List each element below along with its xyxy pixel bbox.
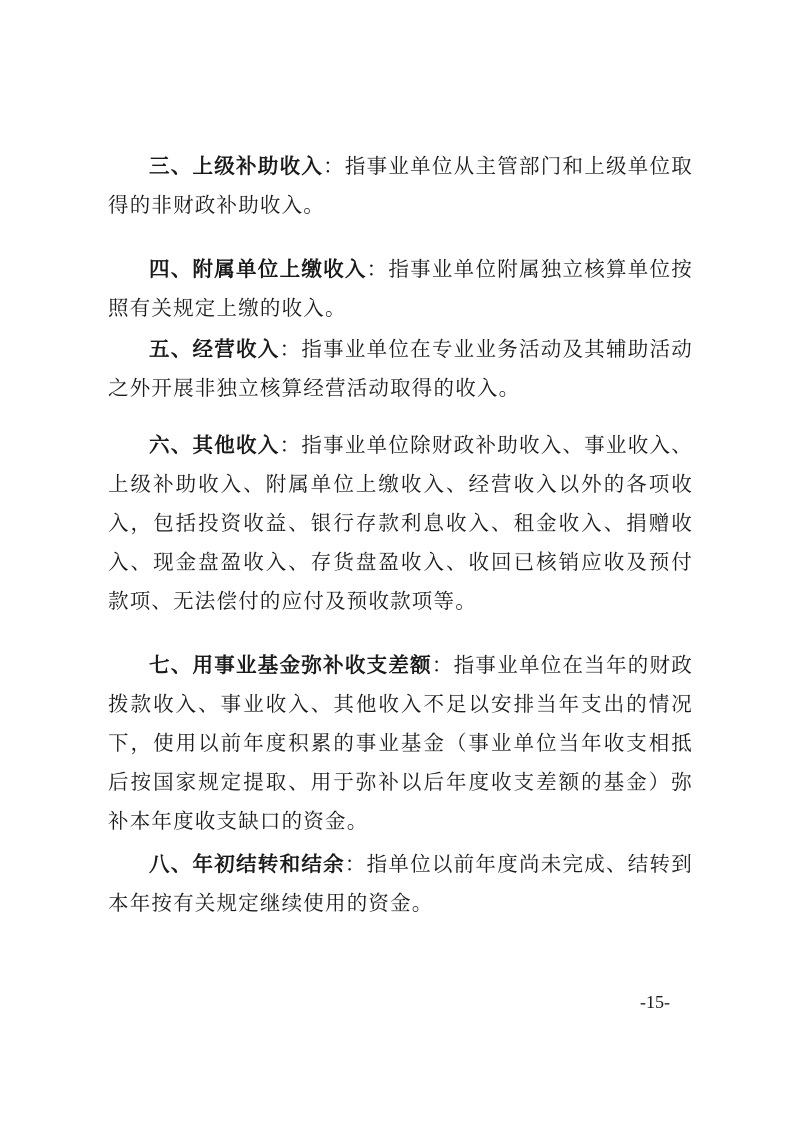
paragraph-carryover-balance <box>108 845 693 923</box>
term-superior-subsidy-income: 三、上级补助收入 <box>149 154 324 178</box>
definition-text: 指事业单位从主管部门和上级单位取得的非财政补助收入。 <box>108 154 694 217</box>
term-operating-income: 五、经营收入 <box>149 337 280 361</box>
paragraph-superior-subsidy-income <box>108 147 693 225</box>
page-number: -15- <box>640 992 670 1012</box>
term-business-fund-offset: 七、用事业基金弥补收支差额 <box>149 653 432 677</box>
term-other-income: 六、其他收入 <box>149 433 280 457</box>
paragraph-other-income <box>108 426 693 621</box>
paragraph-operating-income <box>108 330 693 408</box>
definition-text: 指事业单位在专业业务活动及其辅助活动之外开展非独立核算经营活动取得的收入。 <box>108 337 693 400</box>
term-separator: ： <box>431 653 454 677</box>
term-separator: ： <box>366 257 389 281</box>
term-separator: ： <box>279 433 302 457</box>
definition-text: 指事业单位在当年的财政拨款收入、事业收入、其他收入不足以安排当年支出的情况下，使用以前年度积累的事业基金（事业单位当年收支相抵后按国家规定提取、用于弥补以后年度收支差额的基金）弥补本年度收支缺口的资金。 <box>108 653 693 833</box>
term-separator: ： <box>279 337 302 361</box>
term-separator: ： <box>344 852 367 876</box>
term-separator: ： <box>323 154 345 178</box>
term-affiliated-unit-remittance: 四、附属单位上缴收入 <box>149 257 367 281</box>
definition-text: 指事业单位附属独立核算单位按照有关规定上缴的收入。 <box>108 257 693 320</box>
term-carryover-balance: 八、年初结转和结余 <box>149 852 345 876</box>
paragraph-affiliated-unit-remittance <box>108 250 693 328</box>
definition-text: 指单位以前年度尚未完成、结转到本年按有关规定继续使用的资金。 <box>108 852 693 915</box>
definition-text: 指事业单位除财政补助收入、事业收入、上级补助收入、附属单位上缴收入、经营收入以外的各项收入，包括投资收益、银行存款利息收入、租金收入、捐赠收入、现金盘盈收入、存货盘盈收入、收回已核销应收及预付款项、无法偿付的应付及预收款项等。 <box>108 433 693 613</box>
paragraph-business-fund-offset <box>108 646 693 841</box>
